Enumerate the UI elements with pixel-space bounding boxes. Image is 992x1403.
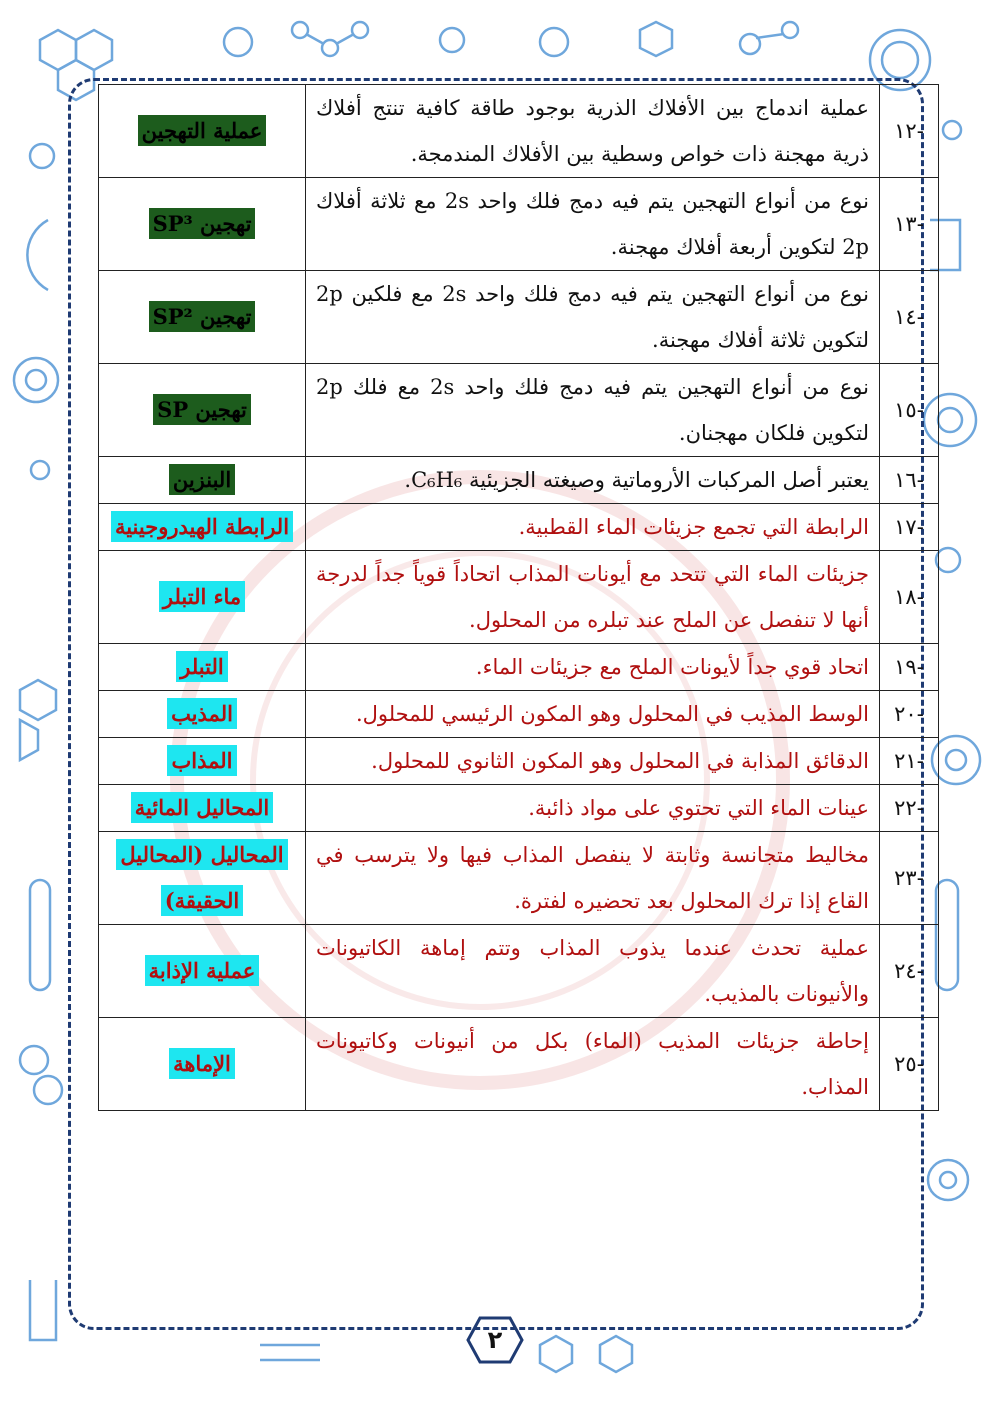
term-cell [99, 85, 306, 178]
table-row [99, 271, 939, 364]
term-label: المحاليل (المحاليل الحقيقة) [116, 839, 287, 916]
table-row [99, 1018, 939, 1111]
term-label: المحاليل المائية [131, 792, 274, 823]
table-row [99, 691, 939, 738]
term-label: البنزين [169, 464, 235, 495]
table-row [99, 644, 939, 691]
table-row [99, 785, 939, 832]
term-label: المذيب [167, 698, 237, 729]
definition-cell: إحاطة جزيئات المذيب (الماء) بكل من أنيونات وكاتيونات المذاب. [306, 1018, 880, 1111]
term-cell [99, 271, 306, 364]
definition-cell: يعتبر أصل المركبات الأروماتية وصيغته الجزيئية C₆H₆. [306, 457, 880, 504]
row-number: -١٦ [880, 457, 939, 504]
table-row [99, 85, 939, 178]
term-label: الرابطة الهيدروجينية [111, 511, 293, 542]
table-row [99, 364, 939, 457]
term-cell [99, 457, 306, 504]
row-number: -٢٥ [880, 1018, 939, 1111]
definition-cell: نوع من أنواع التهجين يتم فيه دمج فلك واحد 2s مع فلكين 2p لتكوين ثلاثة أفلاك مهجنة. [306, 271, 880, 364]
row-number: -١٩ [880, 644, 939, 691]
definition-cell: عملية تحدث عندما يذوب المذاب وتتم إماهة الكاتيونات والأنيونات بالمذيب. [306, 925, 880, 1018]
table-row [99, 551, 939, 644]
term-label: التبلر [176, 651, 227, 682]
table-row [99, 925, 939, 1018]
term-label: تهجين SP [153, 394, 251, 425]
definition-cell: الوسط المذيب في المحلول وهو المكون الرئيسي للمحلول. [306, 691, 880, 738]
term-label: تهجين SP² [149, 301, 256, 332]
definition-cell: نوع من أنواع التهجين يتم فيه دمج فلك واحد 2s مع فلك 2p لتكوين فلكان مهجنان. [306, 364, 880, 457]
definition-cell: اتحاد قوي جداً لأيونات الملح مع جزيئات الماء. [306, 644, 880, 691]
term-cell [99, 504, 306, 551]
term-cell [99, 178, 306, 271]
term-label: تهجين SP³ [149, 208, 256, 239]
term-cell [99, 785, 306, 832]
row-number: -٢٠ [880, 691, 939, 738]
table-row [99, 738, 939, 785]
terms-table [98, 84, 939, 1111]
term-cell [99, 1018, 306, 1111]
row-number: -١٢ [880, 85, 939, 178]
term-cell [99, 691, 306, 738]
row-number: -٢٤ [880, 925, 939, 1018]
term-label: المذاب [167, 745, 236, 776]
definition-cell: عملية اندماج بين الأفلاك الذرية بوجود طاقة كافية تنتج أفلاك ذرية مهجنة ذات خواص وسطية بين الأفلاك المندمجة. [306, 85, 880, 178]
definition-cell: الدقائق المذابة في المحلول وهو المكون الثانوي للمحلول. [306, 738, 880, 785]
definition-cell: جزيئات الماء التي تتحد مع أيونات المذاب اتحاداً قوياً جداً لدرجة أنها لا تنفصل عن الملح عند تبلره من المحلول. [306, 551, 880, 644]
row-number: -١٥ [880, 364, 939, 457]
row-number: -١٧ [880, 504, 939, 551]
term-label: عملية التهجين [138, 115, 267, 146]
term-label: عملية الإذابة [145, 955, 260, 986]
table-row [99, 178, 939, 271]
term-label: ماء التبلر [159, 581, 245, 612]
table-row [99, 457, 939, 504]
term-cell [99, 644, 306, 691]
term-cell [99, 551, 306, 644]
row-number: -١٨ [880, 551, 939, 644]
definition-cell: الرابطة التي تجمع جزيئات الماء القطبية. [306, 504, 880, 551]
page-number: ٢ [487, 1326, 503, 1354]
row-number: -١٤ [880, 271, 939, 364]
row-number: -٢١ [880, 738, 939, 785]
term-label: الإماهة [169, 1048, 235, 1079]
row-number: -١٣ [880, 178, 939, 271]
row-number: -٢٣ [880, 832, 939, 925]
term-cell [99, 925, 306, 1018]
term-cell [99, 364, 306, 457]
term-cell [99, 832, 306, 925]
table-row [99, 832, 939, 925]
row-number: -٢٢ [880, 785, 939, 832]
term-cell [99, 738, 306, 785]
table-row [99, 504, 939, 551]
definition-cell: عينات الماء التي تحتوي على مواد ذائبة. [306, 785, 880, 832]
definition-cell: نوع من أنواع التهجين يتم فيه دمج فلك واحد 2s مع ثلاثة أفلاك 2p لتكوين أربعة أفلاك مهجنة. [306, 178, 880, 271]
definition-cell: مخاليط متجانسة وثابتة لا ينفصل المذاب فيها ولا يترسب في القاع إذا ترك المحلول بعد تحضيره لفترة. [306, 832, 880, 925]
